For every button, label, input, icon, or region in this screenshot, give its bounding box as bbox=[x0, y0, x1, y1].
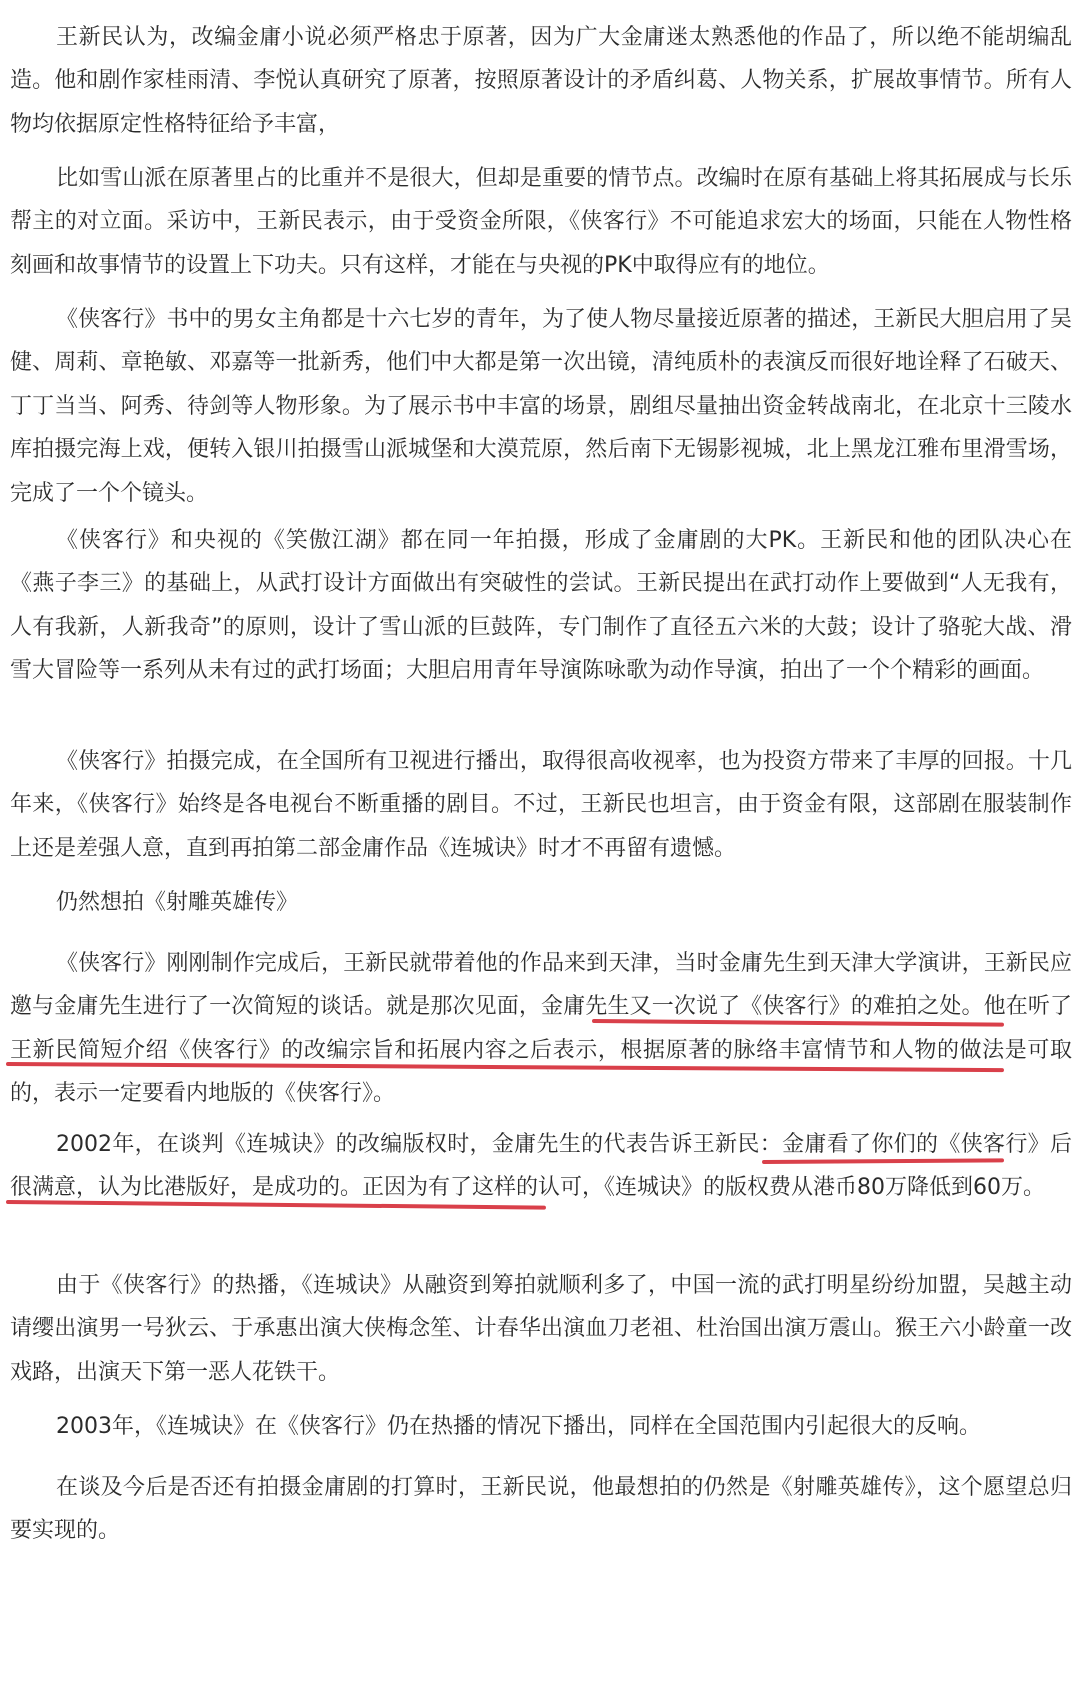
paragraph-adaptation-principle: 王新民认为，改编金庸小说必须严格忠于原著，因为广大金庸迷太熟悉他的作品了，所以绝不能胡编乱造。他和剧作家桂雨清、李悦认真研究了原著，按照原著设计的矛盾纠葛、人物关系，扩展故事情节。所有人物均依据原定性格特征给予丰富， bbox=[10, 25, 1072, 137]
paragraph-broadcast-ratings: 《侠客行》拍摄完成，在全国所有卫视进行播出，取得很高收视率，也为投资方带来了丰厚的回报。十几年来，《侠客行》始终是各电视台不断重播的剧目。不过，王新民也坦言，由于资金有限，这部剧在服装制作上还是差强人意，直到再拍第二部金庸作品《连城诀》时才不再留有遗憾。 bbox=[10, 749, 1072, 861]
paragraph-lian-cheng-jue-cast: 由于《侠客行》的热播，《连城诀》从融资到筹拍就顺利多了，中国一流的武打明星纷纷加盟，吴越主动请缨出演男一号狄云、于承惠出演大侠梅念笙、计春华出演血刀老祖、杜治国出演万震山。猴王六小龄童一改戏路，出演天下第一恶人花铁干。 bbox=[10, 1273, 1072, 1385]
paragraph-2003-broadcast: 2003年，《连城诀》在《侠客行》仍在热播的情况下播出，同样在全国范围内引起很大的反响。 bbox=[56, 1414, 981, 1439]
section-heading: 仍然想拍《射雕英雄传》 bbox=[56, 890, 299, 915]
paragraph-copyright-negotiation: 2002年，在谈判《连城诀》的改编版权时，金庸先生的代表告诉王新民：金庸看了你们的《侠客行》后很满意，认为比港版好，是成功的。正因为有了这样的认可，《连城诀》的版权费从港币80万降低到60万。 bbox=[10, 1132, 1072, 1201]
paragraph-snow-mountain-sect: 比如雪山派在原著里占的比重并不是很大，但却是重要的情节点。改编时在原有基础上将其拓展成与长乐帮主的对立面。采访中，王新民表示，由于受资金所限，《侠客行》不可能追求宏大的场面，只能在人物性格刻画和故事情节的设置上下功夫。只有这样，才能在与央视的PK中取得应有的地位。 bbox=[10, 166, 1072, 278]
paragraph-future-plans: 在谈及今后是否还有拍摄金庸剧的打算时，王新民说，他最想拍的仍然是《射雕英雄传》，这个愿望总归要实现的。 bbox=[10, 1475, 1072, 1544]
paragraph-casting-and-locations: 《侠客行》书中的男女主角都是十六七岁的青年，为了使人物尽量接近原著的描述，王新民大胆启用了吴健、周莉、章艳敏、邓嘉等一批新秀，他们中大都是第一次出镜，清纯质朴的表演反而很好地诠释了石破天、丁丁当当、阿秀、待剑等人物形象。为了展示书中丰富的场景，剧组尽量抽出资金转战南北，在北京十三陵水库拍摄完海上戏，便转入银川拍摄雪山派城堡和大漠荒原，然后南下无锡影视城，北上黑龙江雅布里滑雪场，完成了一个个镜头。 bbox=[10, 307, 1072, 506]
paragraph-martial-arts-design: 《侠客行》和央视的《笑傲江湖》都在同一年拍摄，形成了金庸剧的大PK。王新民和他的团队决心在《燕子李三》的基础上，从武打设计方面做出有突破性的尝试。王新民提出在武打动作上要做到“人无我有，人有我新，人新我奇”的原则，设计了雪山派的巨鼓阵，专门制作了直径五六米的大鼓；设计了骆驼大战、滑雪大冒险等一系列从未有过的武打场面；大胆启用青年导演陈咏歌为动作导演，拍出了一个个精彩的画面。 bbox=[10, 528, 1072, 684]
paragraph-meeting-jin-yong: 《侠客行》刚刚制作完成后，王新民就带着他的作品来到天津，当时金庸先生到天津大学演讲，王新民应邀与金庸先生进行了一次简短的谈话。就是那次见面，金庸先生又一次说了《侠客行》的难拍之处。他在听了王新民简短介绍《侠客行》的改编宗旨和拓展内容之后表示，根据原著的脉络丰富情节和人物的做法是可取的，表示一定要看内地版的《侠客行》。 bbox=[10, 951, 1072, 1107]
